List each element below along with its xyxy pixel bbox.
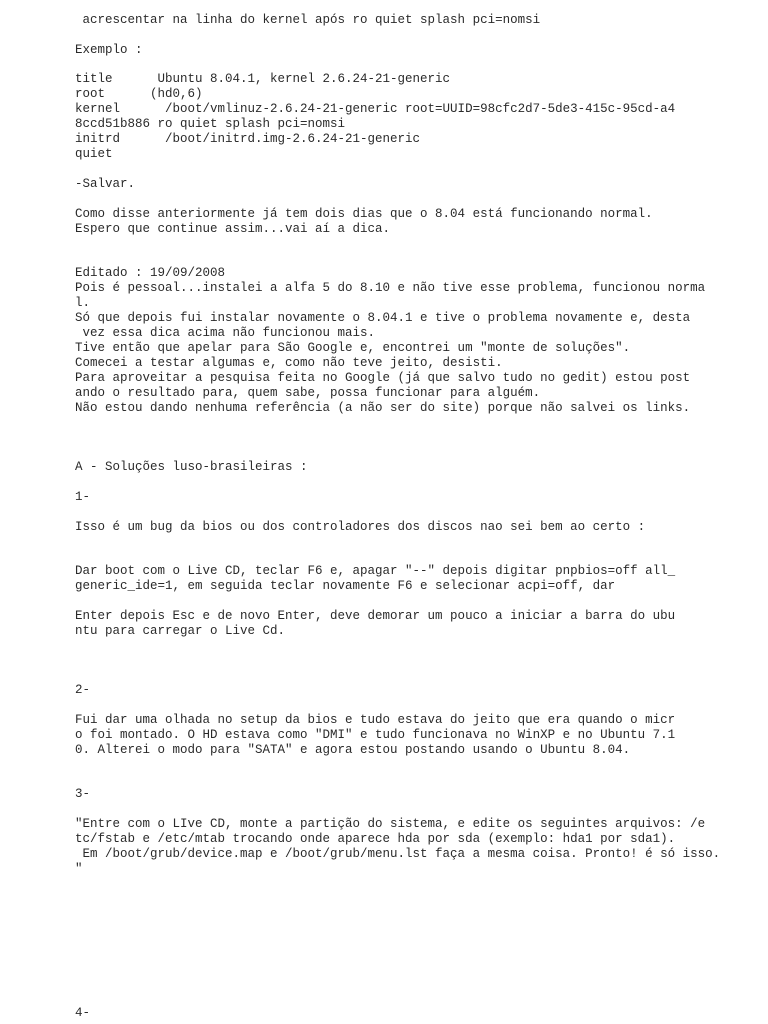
text-line: Editado : 19/09/2008 bbox=[75, 266, 226, 280]
text-line: ntu para carregar o Live Cd. bbox=[75, 624, 286, 638]
text-line: -Salvar. bbox=[75, 177, 136, 191]
text-line: quiet bbox=[75, 147, 113, 161]
item-number: 3- bbox=[75, 787, 91, 801]
text-line: initrd /boot/initrd.img-2.6.24-21-generic bbox=[75, 132, 421, 146]
text-line: Isso é um bug da bios ou dos controladores dos discos nao sei bem ao certo : bbox=[75, 520, 646, 534]
text-line: ando o resultado para, quem sabe, possa funcionar para alguém. bbox=[75, 386, 541, 400]
text-line: Exemplo : bbox=[75, 43, 143, 57]
text-line: 8ccd51b886 ro quiet splash pci=nomsi bbox=[75, 117, 346, 131]
text-line: "Entre com o LIve CD, monte a partição do sistema, e edite os seguintes arquivos: /e bbox=[75, 817, 706, 831]
text-line: o foi montado. O HD estava como "DMI" e tudo funcionava no WinXP e no Ubuntu 7.1 bbox=[75, 728, 676, 742]
text-line: Pois é pessoal...instalei a alfa 5 do 8.10 e não tive esse problema, funcionou norma bbox=[75, 281, 706, 295]
item-number: 2- bbox=[75, 683, 91, 697]
text-line: Espero que continue assim...vai aí a dica. bbox=[75, 222, 391, 236]
text-line: Dar boot com o Live CD, teclar F6 e, apagar "--" depois digitar pnpbios=off all_ bbox=[75, 564, 676, 578]
text-line: Enter depois Esc e de novo Enter, deve demorar um pouco a iniciar a barra do ubu bbox=[75, 609, 676, 623]
text-line: vez essa dica acima não funcionou mais. bbox=[75, 326, 376, 340]
text-line: Tive então que apelar para São Google e, encontrei um "monte de soluções". bbox=[75, 341, 631, 355]
text-line: tc/fstab e /etc/mtab trocando onde aparece hda por sda (exemplo: hda1 por sda1). bbox=[75, 832, 676, 846]
item-number: 1- bbox=[75, 490, 91, 504]
text-line: Não estou dando nenhuma referência (a não ser do site) porque não salvei os links. bbox=[75, 401, 691, 415]
text-line: generic_ide=1, em seguida teclar novamente F6 e selecionar acpi=off, dar bbox=[75, 579, 616, 593]
item-number: 4- bbox=[75, 1006, 91, 1020]
text-line: l. bbox=[75, 296, 91, 310]
text-line: Para aproveitar a pesquisa feita no Google (já que salvo tudo no gedit) estou post bbox=[75, 371, 691, 385]
text-line: Como disse anteriormente já tem dois dias que o 8.04 está funcionando normal. bbox=[75, 207, 653, 221]
section-heading: A - Soluções luso-brasileiras : bbox=[75, 460, 308, 474]
text-line: title Ubuntu 8.04.1, kernel 2.6.24-21-generic bbox=[75, 72, 451, 86]
text-line: Só que depois fui instalar novamente o 8.04.1 e tive o problema novamente e, desta bbox=[75, 311, 691, 325]
text-line: acrescentar na linha do kernel após ro quiet splash pci=nomsi bbox=[75, 13, 541, 27]
text-line: root (hd0,6) bbox=[75, 87, 203, 101]
text-line: kernel /boot/vmlinuz-2.6.24-21-generic root=UUID=98cfc2d7-5de3-415c-95cd-a4 bbox=[75, 102, 676, 116]
text-line: " bbox=[75, 862, 83, 876]
text-line: 0. Alterei o modo para "SATA" e agora estou postando usando o Ubuntu 8.04. bbox=[75, 743, 631, 757]
text-line: Fui dar uma olhada no setup da bios e tudo estava do jeito que era quando o micr bbox=[75, 713, 676, 727]
text-line: Comecei a testar algumas e, como não teve jeito, desisti. bbox=[75, 356, 503, 370]
text-line: Em /boot/grub/device.map e /boot/grub/menu.lst faça a mesma coisa. Pronto! é só isso. bbox=[75, 847, 721, 861]
